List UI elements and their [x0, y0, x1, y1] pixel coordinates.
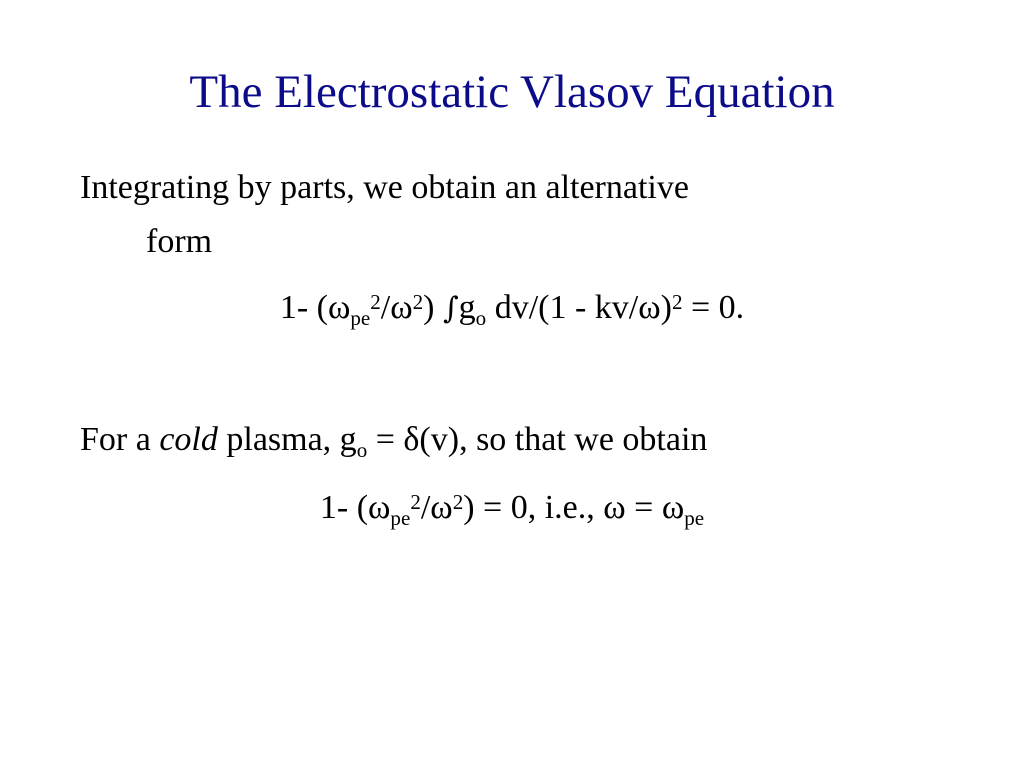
- equation-dispersion-integral: [0, 288, 1024, 329]
- eq2-part: /ω: [420, 489, 453, 526]
- equation-cold-plasma-result: [0, 488, 1024, 528]
- eq1-sub-o: o: [475, 305, 487, 330]
- para2-part: plasma, g: [217, 421, 357, 458]
- paragraph-integrating-line2: form: [146, 223, 213, 260]
- integral-symbol: ∫: [443, 291, 459, 326]
- para2-sub-o: o: [356, 437, 368, 462]
- paragraph-integrating-line1: Integrating by parts, we obtain an alternative: [80, 169, 689, 206]
- eq1-sub-pe: pe: [350, 305, 371, 330]
- eq2-part: ) = 0, i.e., ω = ω: [463, 489, 685, 526]
- eq2-sub-pe: pe: [390, 505, 411, 530]
- eq1-part: = 0.: [682, 289, 745, 326]
- eq2-sup: 2: [410, 489, 421, 514]
- eq1-part: ): [423, 289, 443, 326]
- para2-italic-cold: cold: [159, 421, 218, 458]
- para2-part: = δ(v), so that we obtain: [367, 421, 708, 458]
- eq2-sub-pe: pe: [684, 505, 705, 530]
- eq2-part: 1- (ω: [319, 489, 391, 526]
- paragraph-cold-plasma: [80, 420, 707, 460]
- eq1-part: g: [458, 289, 476, 326]
- eq1-sup: 2: [412, 289, 424, 314]
- eq1-sup: 2: [370, 289, 381, 314]
- eq1-part: dv/(1 - kv/ω): [486, 289, 672, 326]
- slide-title: The Electrostatic Vlasov Equation: [189, 66, 835, 118]
- para2-part: For a: [80, 421, 160, 458]
- eq1-sup: 2: [671, 289, 683, 314]
- eq1-part: 1- (ω: [279, 289, 351, 326]
- eq2-sup: 2: [452, 489, 464, 514]
- eq1-part: /ω: [380, 289, 413, 326]
